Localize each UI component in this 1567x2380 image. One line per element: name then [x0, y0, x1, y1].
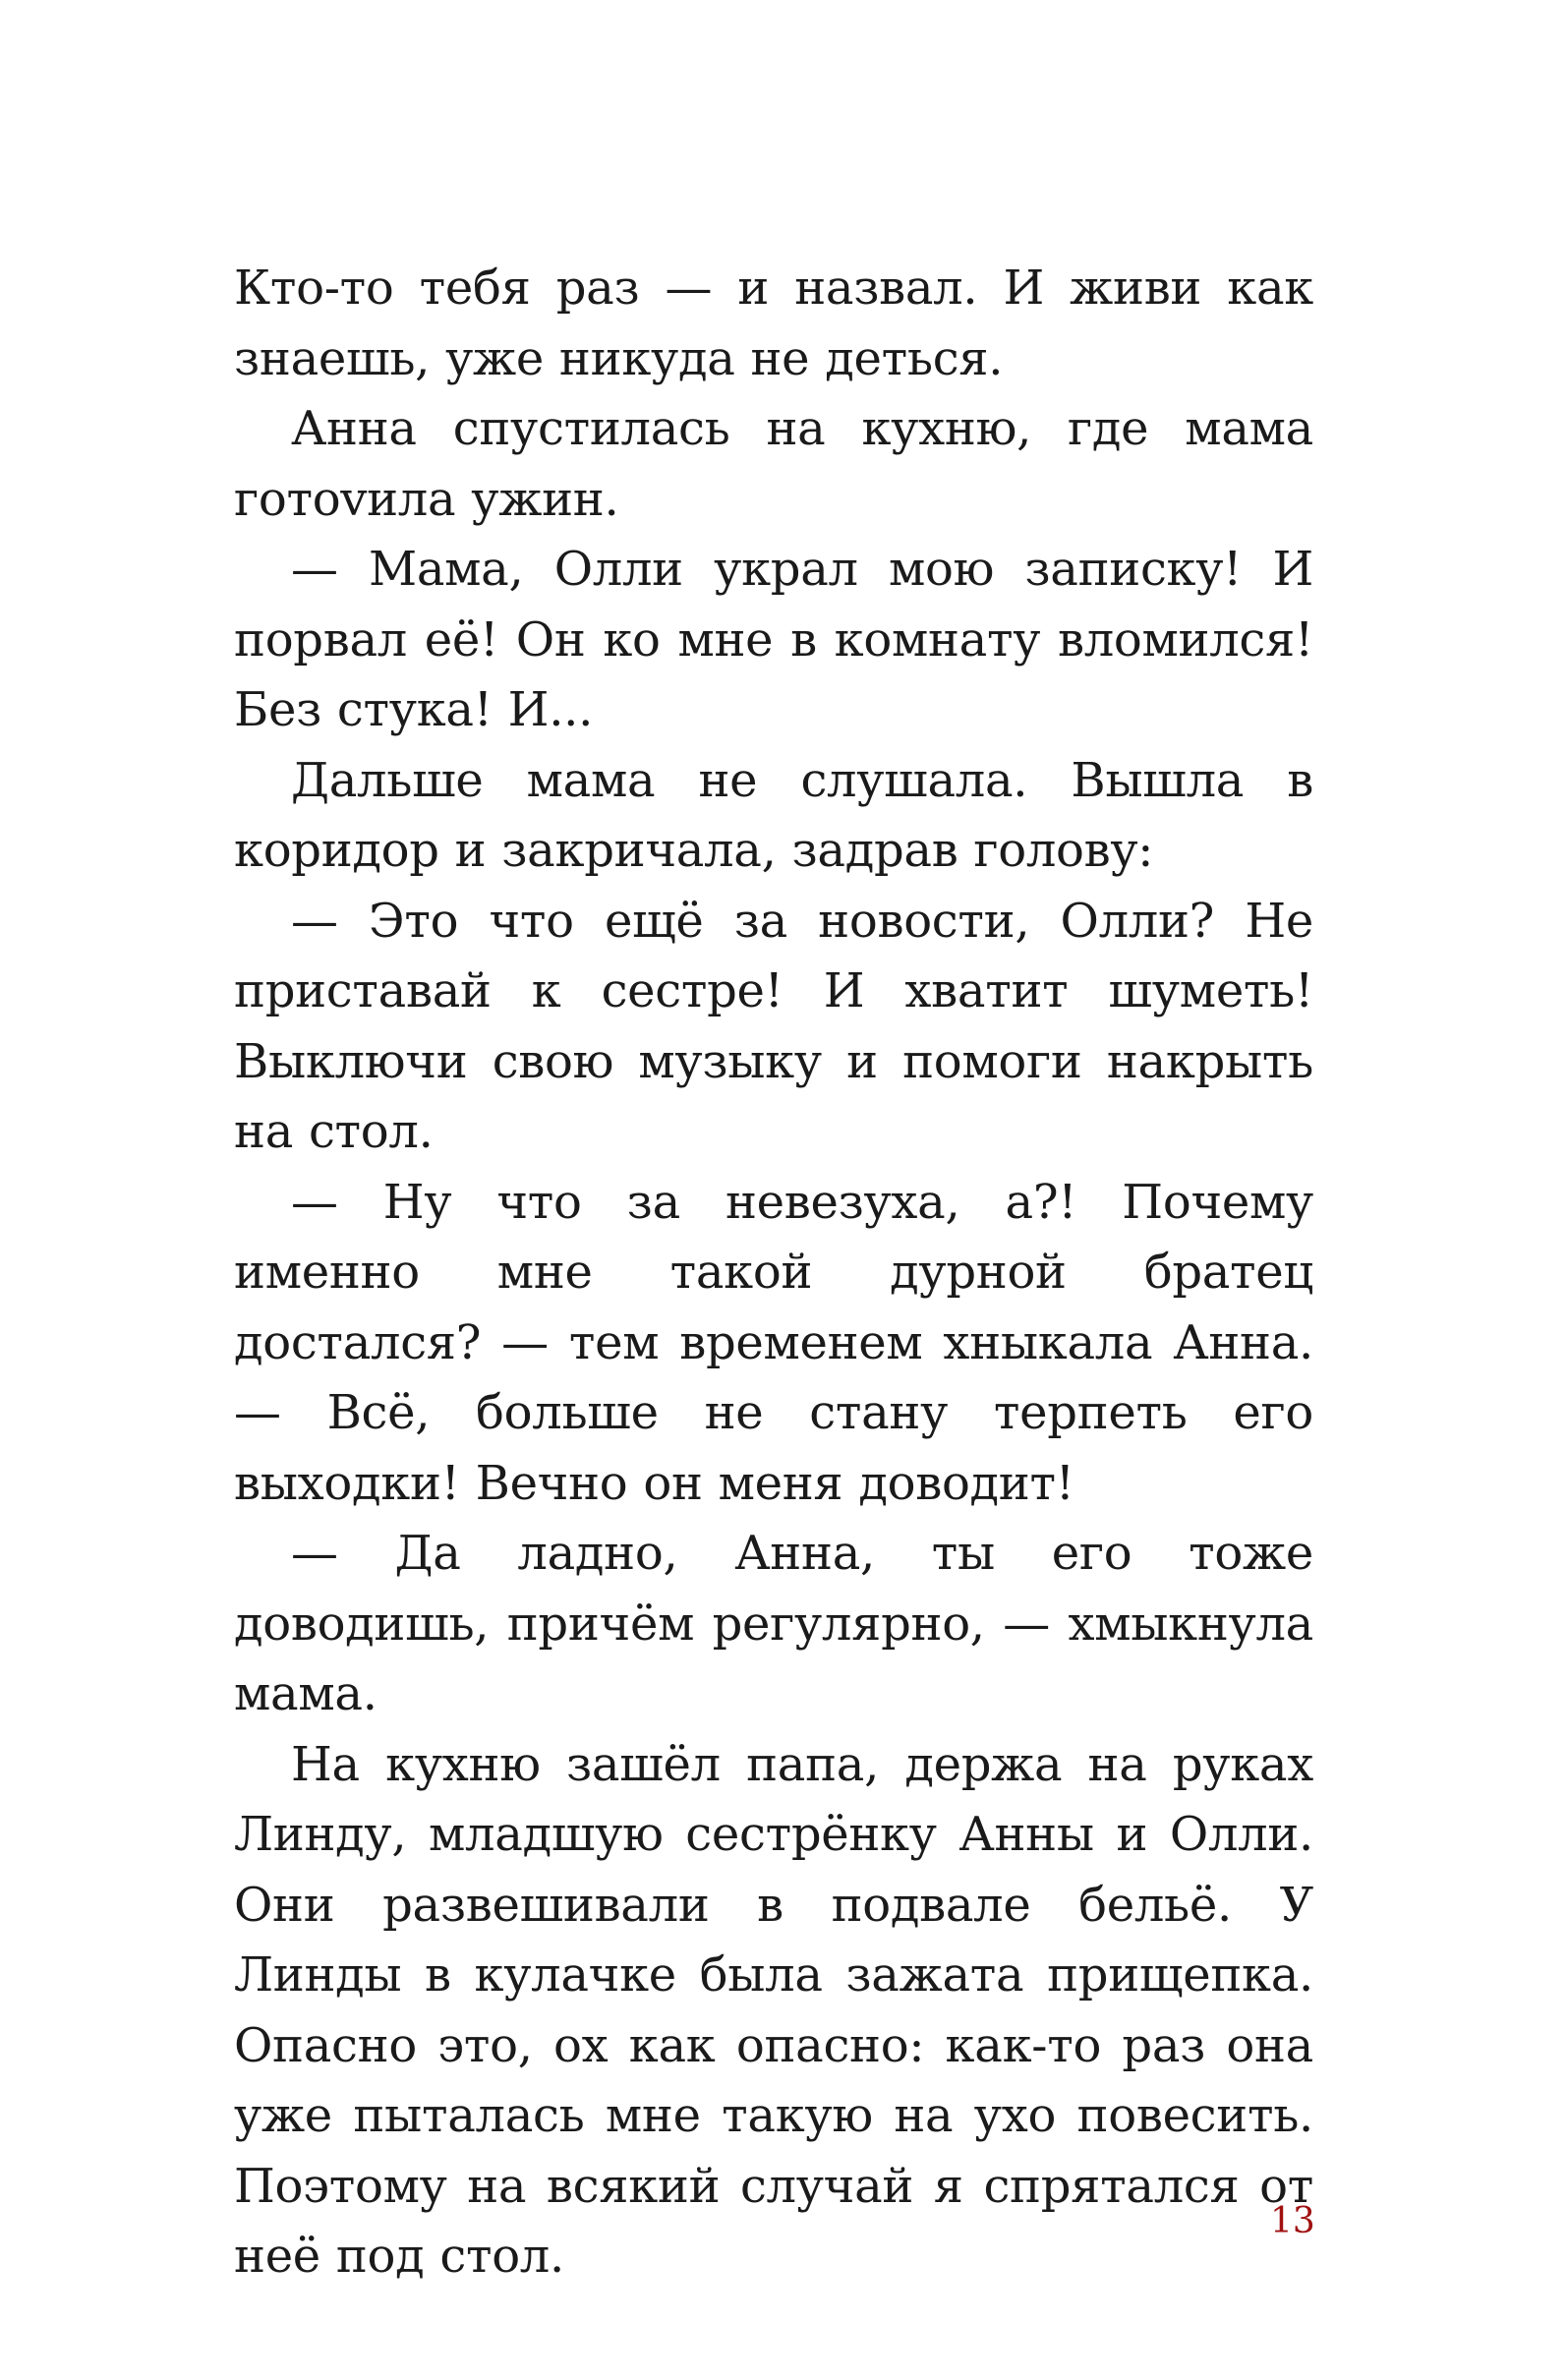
- paragraph-7: — Да ладно, Анна, ты его тоже доводишь, причём регулярно, — хмыкнула мама.: [234, 1526, 1313, 1721]
- paragraph-3: — Мама, Олли украл мою записку! И порвал её! Он ко мне в комнату вломился! Без стука! И...: [234, 542, 1313, 737]
- paragraph-1: Кто-то тебя раз — и назвал. И живи как знаешь, уже никуда не деться.: [234, 261, 1313, 386]
- paragraph-4: Дальше мама не слушала. Вышла в коридор и закричала, задрав голову:: [234, 752, 1313, 878]
- paragraph-8: На кухню зашёл папа, держа на руках Линду, младшую сестрёнку Анны и Олли. Они развешивали в подвале бельё. У Линды в кулачке была зажата прищепка. Опасно это, ох как опасно: как-то раз она уже пыталась мне такую на ухо повесить. Поэтому на всякий случай я спрятался от неё под стол.: [234, 1736, 1313, 2284]
- paragraph-5: — Это что ещё за новости, Олли? Не приставай к сестре! И хватит шуметь! Выключи свою музыку и помоги накрыть на стол.: [234, 893, 1313, 1159]
- paragraph-2: Анна спустилась на кухню, где мама готоvила ужин.: [234, 401, 1313, 527]
- body-text: [234, 254, 1313, 2293]
- page-number: 13: [1270, 2201, 1315, 2241]
- paragraph-6: — Ну что за невезуха, а?! Почему именно мне такой дурной братец достался? — тем временем хныкала Анна. — Всё, больше не стану терпеть его выходки! Вечно он меня доводит!: [234, 1174, 1313, 1511]
